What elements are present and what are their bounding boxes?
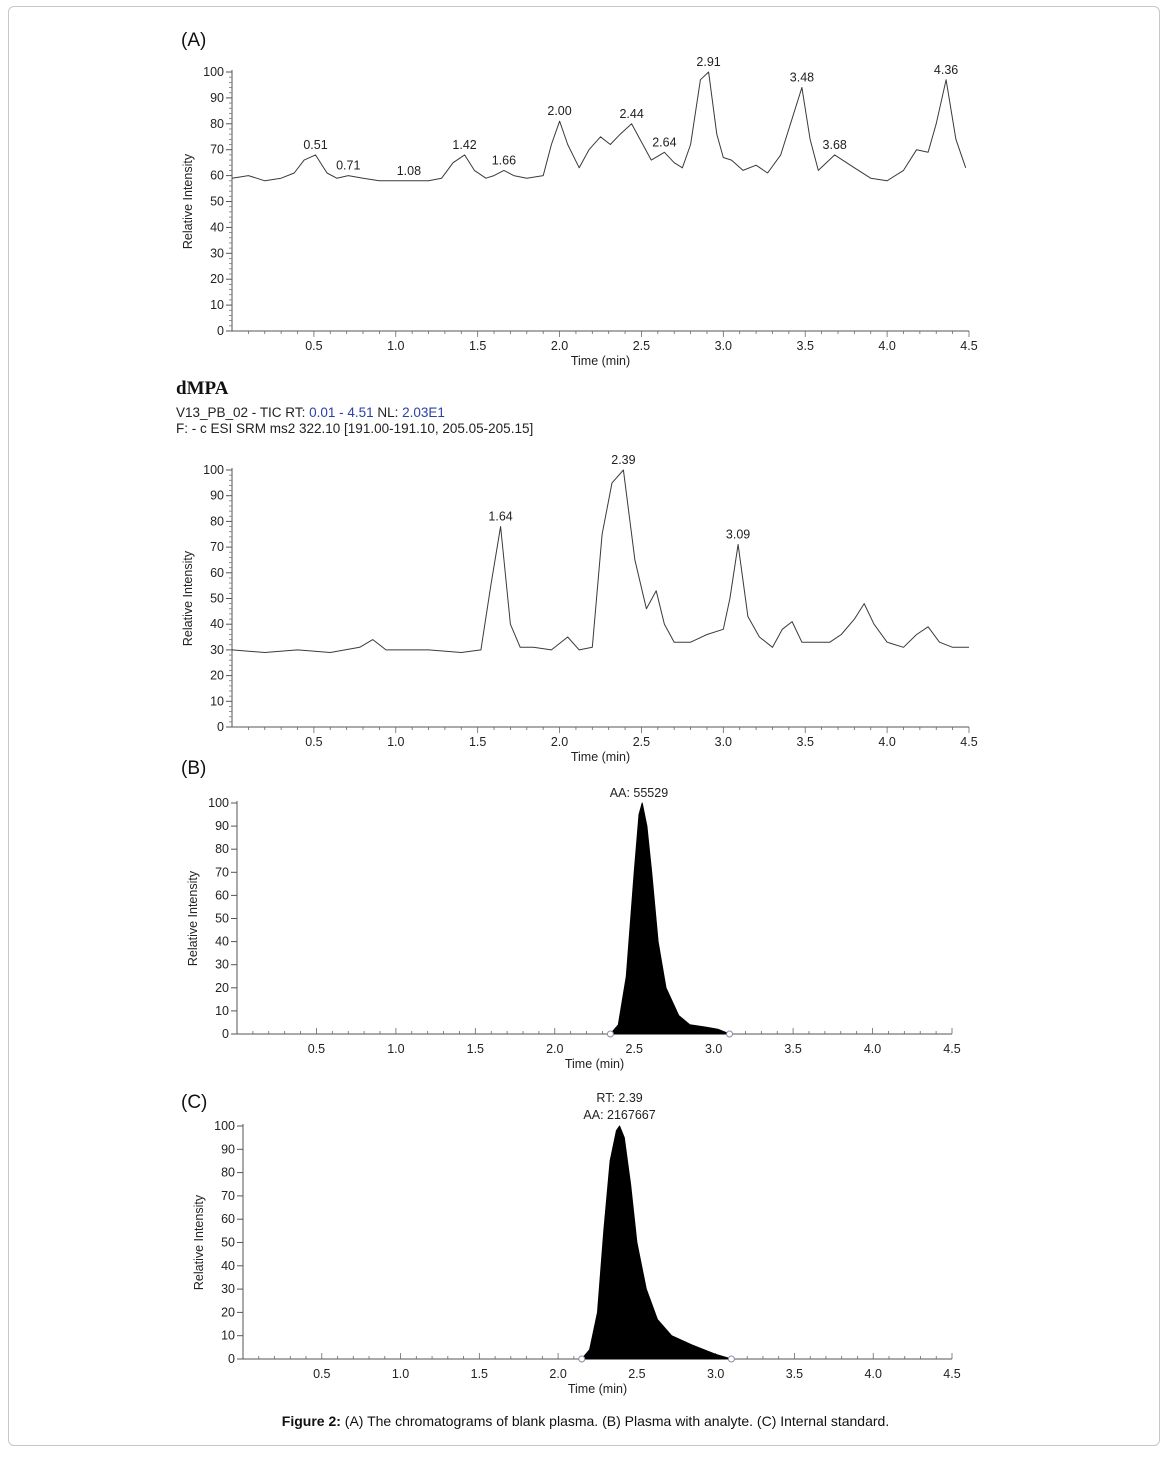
x-axis-title: Time (min) (570, 354, 631, 368)
peak-annotation: 2.91 (696, 55, 721, 69)
x-tick-label: 2.5 (632, 339, 651, 353)
x-tick-label: 1.5 (470, 1367, 489, 1381)
y-tick-label: 70 (210, 142, 224, 157)
peak-annotation: RT: 2.39 (596, 1091, 643, 1105)
y-axis-title: Relative Intensity (181, 550, 195, 647)
y-tick-label: 0 (228, 1352, 235, 1366)
figure-caption (0, 1413, 1171, 1429)
y-axis-title: Relative Intensity (181, 153, 195, 250)
peak-annotation: 0.71 (336, 158, 361, 173)
x-tick-label: 0.5 (305, 735, 323, 749)
y-tick-label: 80 (210, 116, 224, 131)
peak-area (582, 1126, 732, 1359)
x-tick-label: 4.5 (943, 1367, 961, 1381)
y-tick-label: 90 (210, 488, 224, 503)
x-tick-label: 0.5 (313, 1367, 331, 1381)
x-tick-label: 2.0 (549, 1367, 567, 1381)
peak-annotation: 1.64 (488, 509, 513, 524)
peak-annotation: 2.00 (547, 104, 572, 119)
peak-annotation: 2.44 (619, 106, 644, 121)
y-tick-label: 50 (210, 194, 224, 209)
y-tick-label: 50 (215, 911, 229, 926)
x-tick-label: 2.5 (632, 735, 651, 749)
peak-annotation: 3.09 (725, 527, 751, 542)
y-tick-label: 40 (210, 220, 224, 235)
y-tick-label: 90 (215, 819, 229, 834)
peak-annotation: 1.08 (396, 163, 422, 178)
x-tick-label: 4.5 (960, 339, 978, 353)
y-tick-label: 40 (210, 617, 224, 632)
peak-annotation: AA: 55529 (609, 786, 669, 800)
x-tick-label: 4.0 (864, 1367, 882, 1381)
caption-text: (A) The chromatograms of blank plasma. (B) Plasma with analyte. (C) Internal standard. (340, 1413, 890, 1429)
x-tick-label: 0.5 (307, 1042, 326, 1056)
x-tick-label: 1.0 (391, 1367, 410, 1381)
x-tick-label: 4.0 (878, 735, 896, 749)
x-tick-label: 3.0 (714, 735, 733, 749)
x-tick-label: 3.5 (796, 339, 814, 353)
y-tick-label: 60 (221, 1212, 235, 1227)
y-tick-label: 0 (217, 324, 224, 338)
y-tick-label: 30 (210, 246, 224, 261)
y-tick-label: 60 (210, 565, 224, 580)
x-axis-title: Time (min) (570, 750, 631, 764)
x-axis-title: Time (min) (564, 1057, 625, 1071)
peak-end-marker (728, 1356, 734, 1362)
y-tick-label: 80 (210, 514, 224, 529)
x-tick-label: 3.0 (706, 1367, 725, 1381)
y-tick-label: 30 (221, 1282, 235, 1297)
y-tick-label: 100 (203, 463, 224, 477)
x-tick-label: 3.0 (714, 339, 733, 353)
x-axis-title: Time (min) (567, 1382, 628, 1396)
x-tick-label: 3.5 (785, 1367, 804, 1381)
peak-annotation: 4.36 (933, 62, 959, 77)
y-tick-label: 10 (210, 694, 224, 709)
peak-annotation: 1.66 (491, 153, 517, 168)
x-tick-label: 3.5 (784, 1042, 802, 1056)
y-tick-label: 90 (210, 90, 224, 105)
dmpa-rt-prefix: V13_PB_02 - TIC RT: (176, 405, 310, 420)
y-tick-label: 90 (221, 1142, 235, 1157)
y-tick-label: 0 (222, 1027, 229, 1041)
x-tick-label: 3.0 (704, 1042, 723, 1056)
y-tick-label: 30 (210, 642, 224, 657)
y-tick-label: 70 (221, 1188, 235, 1203)
y-tick-label: 30 (215, 957, 229, 972)
y-axis-title: Relative Intensity (192, 1194, 206, 1291)
peak-start-marker (579, 1356, 585, 1362)
peak-annotation: 3.48 (789, 70, 815, 85)
x-tick-label: 2.0 (546, 1042, 564, 1056)
y-tick-label: 20 (215, 980, 229, 995)
y-tick-label: 50 (221, 1235, 235, 1250)
x-tick-label: 4.5 (960, 735, 978, 749)
y-tick-label: 100 (203, 65, 224, 79)
panel-label-b: (B) (181, 758, 207, 779)
y-tick-label: 0 (217, 720, 224, 734)
y-tick-label: 100 (208, 796, 229, 810)
x-tick-label: 1.5 (468, 339, 487, 353)
y-tick-label: 80 (215, 842, 229, 857)
x-tick-label: 4.5 (943, 1042, 961, 1056)
y-tick-label: 10 (221, 1328, 235, 1343)
dmpa-info-line-2: F: - c ESI SRM ms2 322.10 [191.00-191.10, 205.05-205.15] (176, 421, 534, 436)
caption-label: Figure 2: (281, 1413, 341, 1429)
x-tick-label: 1.0 (387, 339, 405, 353)
x-tick-label: 2.5 (625, 1042, 643, 1056)
x-tick-label: 1.0 (387, 735, 405, 749)
chartC-plot (192, 1091, 961, 1396)
y-tick-label: 80 (221, 1165, 235, 1180)
peak-annotation: 0.51 (303, 137, 328, 152)
y-tick-label: 100 (214, 1119, 235, 1133)
peak-annotation: 1.42 (452, 137, 477, 152)
x-tick-label: 3.5 (796, 735, 814, 749)
x-tick-label: 1.5 (468, 735, 487, 749)
x-tick-label: 1.5 (466, 1042, 485, 1056)
dmpa-title: dMPA (176, 378, 229, 399)
x-tick-label: 1.0 (387, 1042, 405, 1056)
y-tick-label: 70 (210, 540, 224, 555)
y-tick-label: 60 (210, 168, 224, 183)
y-tick-label: 20 (210, 272, 224, 287)
y-tick-label: 20 (221, 1305, 235, 1320)
y-tick-label: 60 (215, 888, 229, 903)
panel-label-c: (C) (181, 1092, 208, 1113)
x-tick-label: 4.0 (863, 1042, 882, 1056)
y-tick-label: 40 (221, 1258, 235, 1273)
y-tick-label: 10 (210, 298, 224, 313)
peak-annotation: 2.64 (652, 135, 677, 150)
y-tick-label: 20 (210, 668, 224, 683)
peak-annotation: AA: 2167667 (583, 1108, 656, 1122)
y-tick-label: 50 (210, 591, 224, 606)
dmpa-rt-range: 0.01 - 4.51 (309, 405, 374, 420)
x-tick-label: 0.5 (305, 339, 323, 353)
y-axis-title: Relative Intensity (186, 870, 200, 967)
x-tick-label: 2.0 (550, 735, 569, 749)
y-tick-label: 10 (215, 1003, 229, 1018)
dmpa-nl-value: 2.03E1 (402, 405, 445, 420)
x-tick-label: 4.0 (878, 339, 896, 353)
dmpa-nl-label: NL: (373, 405, 403, 420)
peak-annotation: 3.68 (822, 137, 847, 152)
panel-label-a: (A) (181, 30, 207, 51)
x-tick-label: 2.0 (550, 339, 569, 353)
y-tick-label: 40 (215, 934, 229, 949)
y-tick-label: 70 (215, 865, 229, 880)
x-tick-label: 2.5 (628, 1367, 646, 1381)
peak-annotation: 2.39 (611, 453, 636, 467)
